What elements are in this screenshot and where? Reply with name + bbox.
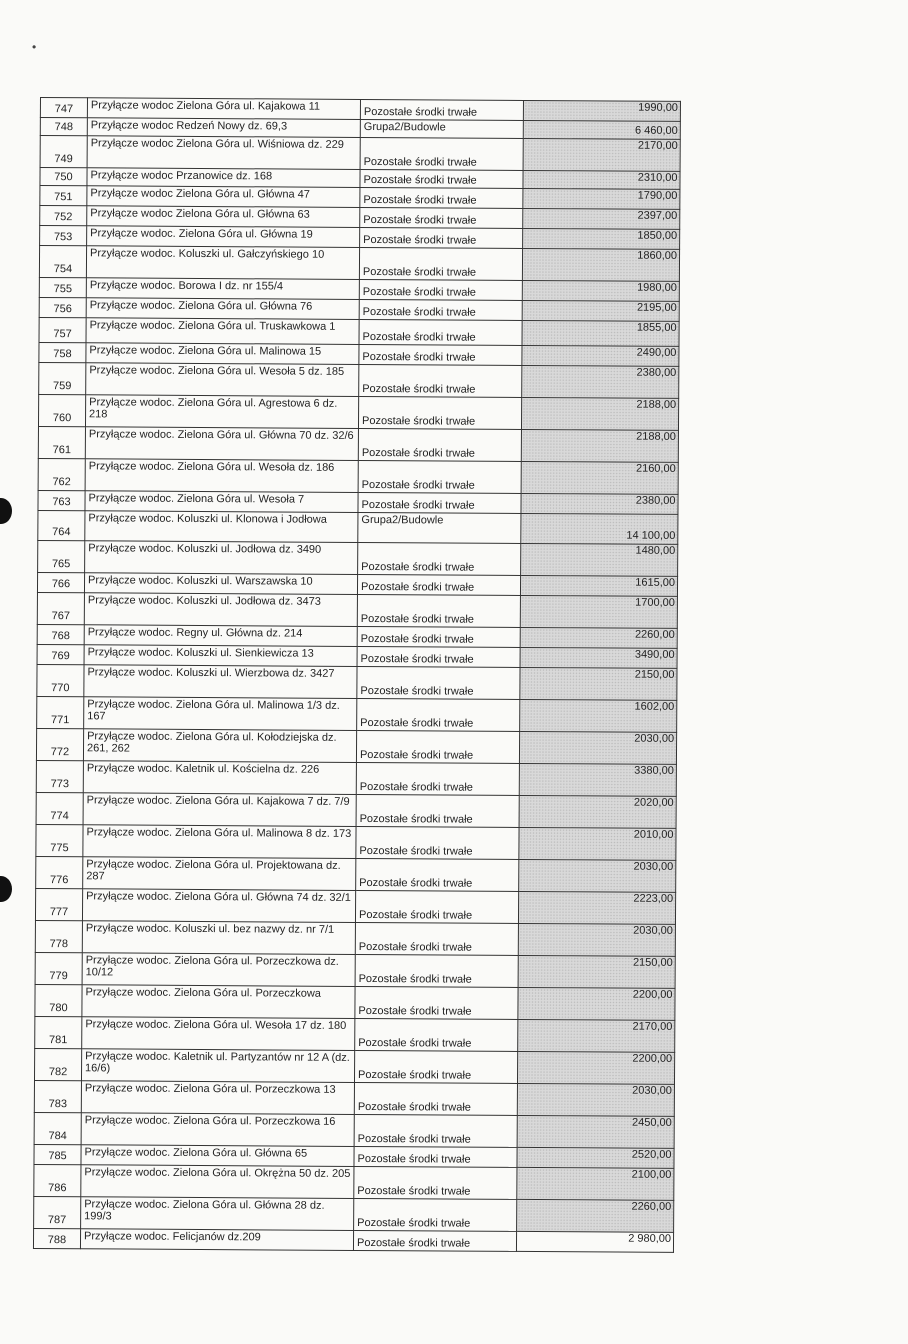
- asset-value: 1855,00: [522, 320, 679, 346]
- asset-group: Pozostałe środki trwałe: [359, 299, 522, 320]
- asset-name: Przyłącze wodoc. Felicjanów dz.209: [80, 1229, 353, 1251]
- row-number: 766: [37, 572, 84, 592]
- row-number: 780: [35, 984, 82, 1016]
- asset-name: Przyłącze wodoc. Zielona Góra ul. Malinowa 15: [86, 343, 359, 365]
- table-row: [37, 664, 677, 700]
- asset-value: 2490,00: [522, 345, 679, 366]
- table-row: [39, 246, 679, 282]
- table-row: [33, 1228, 673, 1252]
- table-row: [34, 1196, 674, 1232]
- row-number: 763: [38, 490, 85, 510]
- asset-group: Pozostałe środki trwałe: [359, 364, 522, 397]
- asset-group: Pozostałe środki trwałe: [354, 1146, 517, 1167]
- row-number: 756: [39, 297, 86, 317]
- asset-name: Przyłącze wodoc. Zielona Góra ul. Wesoła 7: [85, 491, 358, 513]
- asset-group: Pozostałe środki trwałe: [356, 762, 519, 795]
- asset-value: 2260,00: [517, 1199, 674, 1232]
- asset-value: 1990,00: [523, 100, 680, 121]
- asset-group: Pozostałe środki trwałe: [356, 858, 519, 891]
- asset-name: Przyłącze wodoc. Koluszki ul. Wierzbowa dz. 3427: [84, 665, 357, 699]
- table-row: [35, 920, 675, 956]
- asset-name: Przyłącze wodoc. Zielona Góra ul. Truskawkowa 1: [86, 318, 359, 345]
- row-number: 765: [38, 540, 85, 572]
- asset-name: Przyłącze wodoc Redzeń Nowy dz. 69,3: [87, 118, 360, 138]
- asset-group: Pozostałe środki trwałe: [359, 279, 522, 300]
- asset-name: Przyłącze wodoc. Zielona Góra ul. Agrestowa 6 dz. 218: [85, 395, 358, 429]
- table-row: [36, 728, 676, 764]
- table-row: [38, 540, 678, 576]
- asset-value: 2380,00: [522, 365, 679, 398]
- asset-name: Przyłącze wodoc Zielona Góra ul. Wiśniowa dz. 229: [87, 136, 360, 170]
- asset-name: Przyłącze wodoc. Zielona Góra ul. Malinowa 1/3 dz. 167: [84, 697, 357, 731]
- table-row: [34, 1048, 674, 1084]
- asset-name: Przyłącze wodoc. Zielona Góra ul. Wesoła 5 dz. 185: [86, 363, 359, 397]
- asset-value: 2150,00: [520, 667, 677, 700]
- row-number: 770: [37, 664, 84, 696]
- table-row: [35, 888, 675, 924]
- row-number: 787: [34, 1196, 81, 1228]
- asset-group: Grupa2/Budowle: [360, 119, 523, 138]
- asset-name: Przyłącze wodoc. Zielona Góra ul. Kajakowa 7 dz. 7/9: [83, 793, 356, 827]
- asset-group: Pozostałe środki trwałe: [355, 1018, 518, 1051]
- row-number: 749: [40, 136, 87, 168]
- asset-value: 2200,00: [517, 1051, 674, 1084]
- asset-group: Pozostałe środki trwałe: [356, 826, 519, 859]
- asset-group: Pozostałe środki trwałe: [355, 922, 518, 955]
- asset-value: 2520,00: [517, 1147, 674, 1168]
- asset-value: 1480,00: [521, 543, 678, 576]
- row-number: 750: [40, 168, 87, 186]
- asset-value: 2010,00: [519, 827, 676, 860]
- row-number: 764: [38, 510, 85, 540]
- asset-name: Przyłącze wodoc. Zielona Góra ul. Projektowana dz. 287: [83, 857, 356, 891]
- asset-group: Pozostałe środki trwałe: [360, 99, 523, 120]
- asset-group: Pozostałe środki trwałe: [357, 698, 520, 731]
- asset-value: 2223,00: [518, 891, 675, 924]
- asset-group: Pozostałe środki trwałe: [354, 1082, 517, 1115]
- asset-group: Pozostałe środki trwałe: [358, 396, 521, 429]
- asset-value: 2188,00: [521, 397, 678, 430]
- asset-value: 2030,00: [518, 923, 675, 956]
- asset-value: 2310,00: [523, 170, 680, 189]
- table-row: [38, 458, 678, 494]
- asset-value: 1980,00: [522, 280, 679, 301]
- row-number: 781: [35, 1016, 82, 1048]
- asset-name: Przyłącze wodoc. Koluszki ul. Jodłowa dz. 3490: [85, 541, 358, 575]
- table-row: [38, 426, 678, 462]
- row-number: 758: [39, 342, 86, 362]
- row-number: 773: [36, 760, 83, 792]
- row-number: 760: [38, 394, 85, 426]
- asset-name: Przyłącze wodoc. Koluszki ul. Sienkiewicza 13: [84, 645, 357, 667]
- asset-group: Pozostałe środki trwałe: [356, 794, 519, 827]
- asset-name: Przyłącze wodoc. Zielona Góra ul. Porzeczkowa 16: [81, 1113, 354, 1147]
- asset-value: 2100,00: [517, 1167, 674, 1200]
- asset-value: 2188,00: [521, 429, 678, 462]
- asset-group: Pozostałe środki trwałe: [358, 460, 521, 493]
- row-number: 776: [36, 856, 83, 888]
- asset-value: 1850,00: [523, 228, 680, 249]
- asset-name: Przyłącze wodoc. Zielona Góra ul. Malinowa 8 dz. 173: [83, 825, 356, 859]
- table-row: [36, 856, 676, 892]
- asset-group: Pozostałe środki trwałe: [355, 890, 518, 923]
- asset-group: Pozostałe środki trwałe: [354, 1114, 517, 1147]
- asset-group: Pozostałe środki trwałe: [359, 247, 522, 280]
- asset-name: Przyłącze wodoc. Koluszki ul. Jodłowa dz. 3473: [84, 593, 357, 627]
- asset-group: Pozostałe środki trwałe: [358, 542, 521, 575]
- asset-name: Przyłącze wodoc. Zielona Góra ul. Porzeczkowa dz. 10/12: [82, 953, 355, 987]
- row-number: 748: [40, 118, 87, 136]
- asset-name: Przyłącze wodoc. Zielona Góra ul. Główna 65: [81, 1145, 354, 1167]
- row-number: 772: [36, 728, 83, 760]
- row-number: 779: [35, 952, 82, 984]
- asset-name: Przyłącze wodoc. Zielona Góra ul. Główna 28 dz. 199/3: [81, 1197, 354, 1231]
- asset-group: Pozostałe środki trwałe: [354, 1198, 517, 1231]
- asset-value: 2170,00: [523, 138, 680, 171]
- asset-name: Przyłącze wodoc. Zielona Góra ul. Wesoła 17 dz. 180: [82, 1017, 355, 1051]
- table-row: [35, 952, 675, 988]
- asset-group: Pozostałe środki trwałe: [360, 187, 523, 208]
- asset-group: Pozostałe środki trwałe: [355, 954, 518, 987]
- row-number: 767: [37, 592, 84, 624]
- binder-hole-mark: [0, 876, 12, 902]
- table-row: [36, 824, 676, 860]
- asset-value: 1615,00: [520, 575, 677, 596]
- asset-name: Przyłącze wodoc Zielona Góra ul. Kajakowa 11: [87, 98, 360, 120]
- asset-name: Przyłącze wodoc. Zielona Góra ul. Główna 76: [86, 298, 359, 320]
- row-number: 775: [36, 824, 83, 856]
- asset-name: Przyłącze wodoc. Zielona Góra ul. Porzeczkowa: [82, 985, 355, 1019]
- table-row: [38, 394, 678, 430]
- row-number: 757: [39, 317, 86, 342]
- asset-group: Pozostałe środki trwałe: [354, 1050, 517, 1083]
- row-number: 783: [34, 1080, 81, 1112]
- asset-table-body: [33, 98, 680, 1253]
- table-row: [34, 1112, 674, 1148]
- asset-name: Przyłącze wodoc. Koluszki ul. Klonowa i Jodłowa: [85, 511, 358, 543]
- asset-group: Pozostałe środki trwałe: [358, 428, 521, 461]
- asset-value: 2200,00: [518, 987, 675, 1020]
- asset-name: Przyłącze wodoc Przanowice dz. 168: [87, 168, 360, 188]
- asset-group: Pozostałe środki trwałe: [360, 207, 523, 228]
- asset-group: Pozostałe środki trwałe: [358, 492, 521, 513]
- asset-group: Pozostałe środki trwałe: [360, 169, 523, 188]
- table-row: [35, 984, 675, 1020]
- table-row: [38, 510, 678, 544]
- row-number: 761: [38, 426, 85, 458]
- asset-group: Pozostałe środki trwałe: [359, 344, 522, 365]
- asset-value: 1790,00: [523, 188, 680, 209]
- asset-table: [33, 97, 681, 1253]
- table-row: [37, 696, 677, 732]
- asset-name: Przyłącze wodoc Zielona Góra ul. Główna 47: [87, 186, 360, 208]
- row-number: 768: [37, 624, 84, 644]
- row-number: 769: [37, 644, 84, 664]
- row-number: 778: [35, 920, 82, 952]
- asset-name: Przyłącze wodoc. Zielona Góra ul. Główna 74 dz. 32/1: [82, 889, 355, 923]
- table-row: [39, 317, 679, 346]
- asset-value: 2030,00: [519, 859, 676, 892]
- asset-value: 2160,00: [521, 461, 678, 494]
- row-number: 751: [40, 186, 87, 206]
- asset-name: Przyłącze wodoc. Zielona Góra ul. Okrężna 50 dz. 205: [81, 1165, 354, 1199]
- row-number: 759: [39, 362, 86, 394]
- asset-value: 2030,00: [517, 1083, 674, 1116]
- asset-group: Pozostałe środki trwałe: [357, 574, 520, 595]
- table-row: [36, 760, 676, 796]
- row-number: 784: [34, 1112, 81, 1144]
- table-row: [37, 592, 677, 628]
- asset-value: 2397,00: [523, 208, 680, 229]
- row-number: 786: [34, 1164, 81, 1196]
- asset-value: 1700,00: [520, 595, 677, 628]
- asset-name: Przyłącze wodoc. Zielona Góra ul. Wesoła dz. 186: [85, 459, 358, 493]
- row-number: 785: [34, 1144, 81, 1164]
- asset-value: 3490,00: [520, 647, 677, 668]
- asset-value: 2 980,00: [516, 1231, 673, 1252]
- asset-group: Pozostałe środki trwałe: [355, 986, 518, 1019]
- row-number: 754: [39, 246, 86, 278]
- asset-group: Pozostałe środki trwałe: [353, 1230, 516, 1251]
- row-number: 782: [34, 1048, 81, 1080]
- asset-group: Pozostałe środki trwałe: [359, 319, 522, 345]
- table-row: [34, 1164, 674, 1200]
- asset-group: Pozostałe środki trwałe: [360, 227, 523, 248]
- asset-group: Pozostałe środki trwałe: [357, 666, 520, 699]
- asset-name: Przyłącze wodoc. Regny ul. Główna dz. 214: [84, 625, 357, 647]
- asset-name: Przyłącze wodoc Zielona Góra ul. Główna 63: [87, 206, 360, 228]
- row-number: 771: [37, 696, 84, 728]
- table-row: [39, 362, 679, 398]
- asset-name: Przyłącze wodoc. Koluszki ul. Warszawska 10: [84, 573, 357, 595]
- table-row: [35, 1016, 675, 1052]
- asset-value: 2380,00: [521, 493, 678, 514]
- asset-value: 2030,00: [519, 731, 676, 764]
- table-row: [40, 136, 680, 172]
- asset-group: Grupa2/Budowle: [358, 512, 521, 543]
- row-number: 788: [33, 1228, 80, 1248]
- asset-table-sheet: [33, 97, 681, 1253]
- asset-value: 1602,00: [520, 699, 677, 732]
- asset-value: 14 100,00: [521, 513, 678, 544]
- asset-value: 6 460,00: [523, 120, 680, 139]
- row-number: 752: [40, 206, 87, 226]
- asset-name: Przyłącze wodoc. Koluszki ul. bez nazwy dz. nr 7/1: [82, 921, 355, 955]
- row-number: 774: [36, 792, 83, 824]
- asset-value: 2260,00: [520, 627, 677, 648]
- asset-group: Pozostałe środki trwałe: [357, 646, 520, 667]
- asset-name: Przyłącze wodoc. Zielona Góra ul. Główna 70 dz. 32/6: [85, 427, 358, 461]
- asset-value: 1860,00: [522, 248, 679, 281]
- asset-value: 2170,00: [518, 1019, 675, 1052]
- asset-value: 2450,00: [517, 1115, 674, 1148]
- asset-name: Przyłącze wodoc. Kaletnik ul. Kościelna dz. 226: [83, 761, 356, 795]
- asset-name: Przyłącze wodoc. Kaletnik ul. Partyzantów nr 12 A (dz. 16/6): [81, 1049, 354, 1083]
- row-number: 753: [40, 226, 87, 246]
- asset-group: Pozostałe środki trwałe: [356, 730, 519, 763]
- asset-group: Pozostałe środki trwałe: [357, 594, 520, 627]
- row-number: 747: [40, 98, 87, 118]
- binder-hole-mark: [0, 498, 12, 524]
- asset-value: 2020,00: [519, 795, 676, 828]
- asset-group: Pozostałe środki trwałe: [354, 1166, 517, 1199]
- scan-speck: •: [32, 40, 37, 54]
- asset-group: Pozostałe środki trwałe: [357, 626, 520, 647]
- asset-name: Przyłącze wodoc. Zielona Góra ul. Porzeczkowa 13: [81, 1081, 354, 1115]
- table-row: [36, 792, 676, 828]
- asset-value: 3380,00: [519, 763, 676, 796]
- asset-name: Przyłącze wodoc. Borowa I dz. nr 155/4: [86, 278, 359, 300]
- asset-group: Pozostałe środki trwałe: [360, 137, 523, 170]
- table-row: [34, 1080, 674, 1116]
- row-number: 755: [39, 277, 86, 297]
- asset-value: 2150,00: [518, 955, 675, 988]
- row-number: 762: [38, 458, 85, 490]
- asset-name: Przyłącze wodoc. Zielona Góra ul. Główna 19: [87, 226, 360, 248]
- asset-name: Przyłącze wodoc. Zielona Góra ul. Kołodziejska dz. 261, 262: [83, 729, 356, 763]
- row-number: 777: [35, 888, 82, 920]
- asset-name: Przyłącze wodoc. Koluszki ul. Gałczyńskiego 10: [86, 246, 359, 280]
- asset-value: 2195,00: [522, 300, 679, 321]
